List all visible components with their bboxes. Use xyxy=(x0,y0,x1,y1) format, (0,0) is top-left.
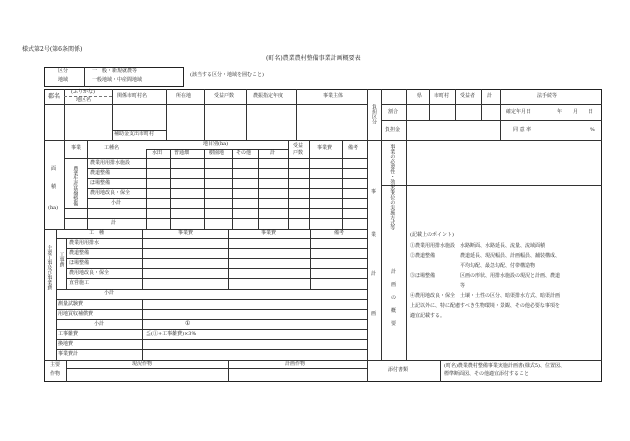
kojihi-side: 工事費 xyxy=(58,252,65,267)
jigyo-char: 事 xyxy=(371,189,377,195)
keikaku-item-5: 等 xyxy=(410,283,466,289)
shozaichi: 所在地 xyxy=(176,93,192,99)
jigyo-kouka: 上位の実施方式等 xyxy=(389,190,396,230)
keikaku-yo: 要 xyxy=(391,321,397,327)
jigyo-label: 事業 xyxy=(71,145,82,151)
kankei-shichoson: 関係市町村名 xyxy=(117,93,148,99)
jueki-kosu-2: 受益戸数 xyxy=(293,143,304,156)
shuyo-koji-label: 主要工事及び事業費 xyxy=(46,245,53,290)
shuyo: 主要 xyxy=(50,362,61,368)
menseki-seki: 積 xyxy=(51,184,57,190)
tenpu-shorui: 添付書類 xyxy=(388,367,409,373)
form-title: (町名)農業農村整備事業計画概要表 xyxy=(266,55,361,62)
keikaku-item-6: ④農用地改良・保全 土壌・土性の区分、暗渠排水方式、暗渠計画 xyxy=(410,293,561,299)
row-shokei: 小計 xyxy=(111,200,122,206)
header-note: (該当する区分・地域を囲むこと) xyxy=(190,72,264,78)
chimoku-kei: 計 xyxy=(270,150,276,156)
keikaku-sakumotsu: 計画作物 xyxy=(285,361,306,367)
keikaku-item-7: 上記以外に、特に配慮すべき生物環境・景観、その他必要な事項を xyxy=(410,303,560,309)
circle-one: ① xyxy=(185,320,191,327)
futan-kubun: 負担区分 xyxy=(371,104,377,124)
nichi: 日 xyxy=(588,109,594,115)
chimoku-header: 地目別(ha) xyxy=(203,141,229,147)
form-number: 様式第2号(第6条関係) xyxy=(22,46,83,53)
chimoku-sonota: その他 xyxy=(236,150,252,156)
keikaku-item-8: 適宜記載する。 xyxy=(410,313,446,319)
juekisha: 受益者 xyxy=(460,93,476,99)
chimoku-juenchi: 樹園地 xyxy=(209,150,225,156)
jueki-kosu: 受益戸数 xyxy=(214,93,235,99)
futankin: 負担金 xyxy=(385,127,401,133)
yochi-baishu: 用地買収補償費 xyxy=(58,311,94,317)
menseki-men: 面 xyxy=(51,166,57,172)
sokuryo-shiken: 測量試験費 xyxy=(58,301,84,307)
tenpu-detail-1: (町名)農業農村整備事業実施計画書(様式5)、位置図、 xyxy=(444,363,565,369)
shokei-2: 小計 xyxy=(94,321,105,327)
keikaku-item-3: 平均勾配、最急勾配、付帯構造物 xyxy=(410,263,536,269)
kei: 計 xyxy=(487,93,493,99)
row-kei: 計 xyxy=(111,220,117,226)
chimoku-futsuhata: 普通畑 xyxy=(174,150,190,156)
jigyohi-header-1: 事業費 xyxy=(178,230,194,236)
biko: 備考 xyxy=(348,145,359,151)
gatsu: 月 xyxy=(573,109,579,115)
kubun-options: 一 般・新規就農等 xyxy=(92,68,138,74)
keikaku-item-4: ③ほ場整備 区画の形状、用排水施設の現況と計画、農道 xyxy=(410,273,561,279)
keikaku-item-2: ②農道整備 農道延長、現況幅員、計画幅員、舗装構成、 xyxy=(410,253,561,259)
koji-row-shokei: 小計 xyxy=(104,290,115,296)
nogyo-kiban-seibi: 農業生産基盤整備 xyxy=(72,166,79,206)
keikaku-kaku: 画 xyxy=(391,282,397,288)
keikaku-item-1: ①農業用用排水施設 水路断面、水路延長、流量、流域面積 xyxy=(410,243,546,249)
gyo-char: 業 xyxy=(371,232,377,238)
koji-row-nodo: 農道整備 xyxy=(69,250,90,256)
kubun-label: 区分 xyxy=(58,68,69,74)
koshu-name: 工種名 xyxy=(104,145,120,151)
wariai: 割合 xyxy=(388,109,399,115)
hotetsuzuki: 法手続等 xyxy=(537,93,558,99)
keikaku-no: の xyxy=(391,295,397,301)
ken: 県 xyxy=(417,93,423,99)
chimoku-suiden: 水田 xyxy=(152,150,163,156)
chiiki-options: 一般地域・中産間地域 xyxy=(92,77,143,83)
zappi-formula: ≦(①+工事雑費)×3% xyxy=(146,331,197,337)
koji-row-yohaisui: 農業用用排水 xyxy=(69,240,100,246)
nen: 年 xyxy=(557,109,563,115)
sakumotsu: 作物 xyxy=(50,371,61,377)
noushin-nendo: 農振指定年度 xyxy=(253,93,284,99)
jigyohi-header-2: 事業費 xyxy=(261,230,277,236)
shichoson: 市町村 xyxy=(434,93,450,99)
menseki-unit: (ha) xyxy=(48,205,59,211)
chiiki-label: 地域 xyxy=(58,77,69,83)
koji-zappi: 工事雑費 xyxy=(58,331,79,337)
koshu-header: 工 種 xyxy=(89,230,105,236)
jigyo-hitsuyo: 事業の必要性・効果等 xyxy=(389,144,396,194)
keikaku-kei: 計 xyxy=(391,269,397,275)
jigyohi-kei: 事業費計 xyxy=(58,351,79,357)
koji-row-chokuei: 直営施工 xyxy=(69,280,90,286)
biko-header: 備考 xyxy=(334,230,345,236)
row-nodo: 農道整備 xyxy=(90,170,111,176)
jigyo-shutai: 事業主体 xyxy=(323,93,344,99)
keikaku-header: (記載上のポイント) xyxy=(410,232,454,238)
chiku-furigana: (ふりがな) xyxy=(71,89,95,95)
keikaku-gai: 概 xyxy=(391,308,397,314)
gun-name: 郡名 xyxy=(48,93,61,100)
jigyohi: 事業費 xyxy=(317,145,333,151)
kanchi-hi: 換地費 xyxy=(58,341,74,347)
hojokin-shishutsu: 補助金支出市町村 xyxy=(114,131,155,137)
kettei-nengetsubi: 確定年月日 xyxy=(506,109,532,115)
kaku-char: 画 xyxy=(371,311,377,317)
koji-row-kairyo: 農用地改良・保全 xyxy=(69,270,110,276)
row-hojo: ほ場整備 xyxy=(90,180,111,186)
genkyo-sakumotsu: 現況作物 xyxy=(132,361,153,367)
chiku-name: 地区名 xyxy=(76,97,92,103)
doui-ritsu: 同 意 率 xyxy=(513,127,532,133)
tenpu-detail-2: 標準断面図、その他適宜添付すること xyxy=(444,371,530,377)
row-kairyo: 農用地改良・保全 xyxy=(90,190,131,196)
kei-char: 計 xyxy=(371,271,377,277)
koji-row-hojo: ほ場整備 xyxy=(69,260,90,266)
row-yohaisui: 農業用用排水施設 xyxy=(90,160,131,166)
